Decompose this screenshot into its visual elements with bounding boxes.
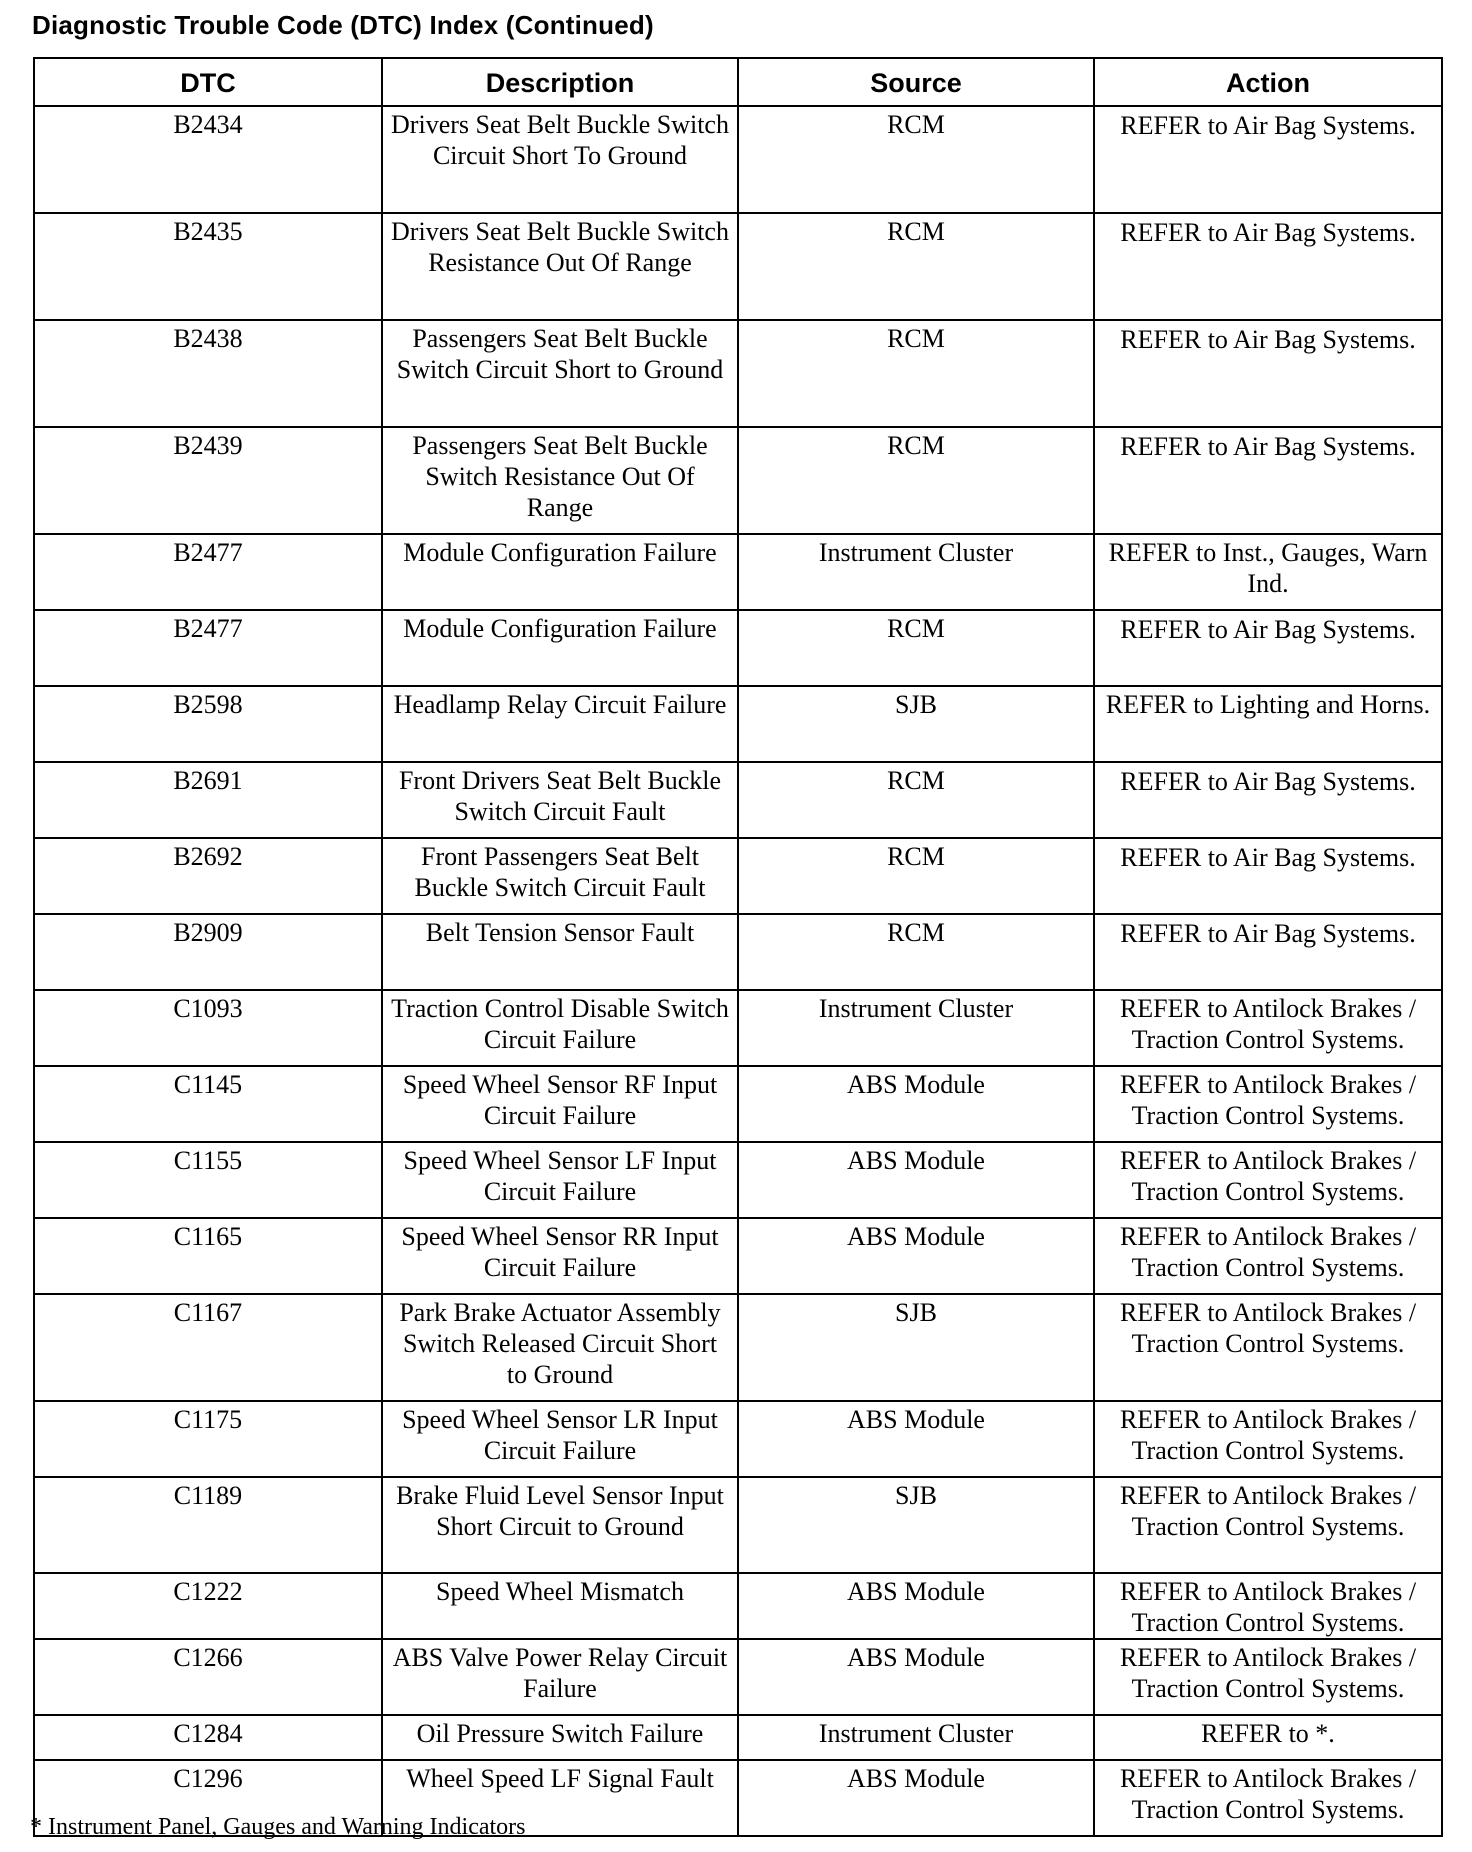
- action-cell: REFER to Antilock Brakes / Traction Control Systems.: [1094, 1066, 1442, 1142]
- table-row: [34, 1477, 1442, 1573]
- dtc-cell: C1266: [34, 1639, 382, 1715]
- description-cell: Front Passengers Seat Belt Buckle Switch Circuit Fault: [382, 838, 738, 914]
- action-cell: REFER to Air Bag Systems.: [1094, 106, 1442, 213]
- source-cell: Instrument Cluster: [738, 1715, 1094, 1760]
- table-row: [34, 838, 1442, 914]
- description-cell: Speed Wheel Sensor LF Input Circuit Failure: [382, 1142, 738, 1218]
- source-cell: Instrument Cluster: [738, 534, 1094, 610]
- action-cell: REFER to *.: [1094, 1715, 1442, 1760]
- action-cell: REFER to Antilock Brakes / Traction Control Systems.: [1094, 1639, 1442, 1715]
- action-cell: REFER to Antilock Brakes / Traction Control Systems.: [1094, 1294, 1442, 1401]
- action-cell: REFER to Antilock Brakes / Traction Control Systems.: [1094, 1401, 1442, 1477]
- action-cell: REFER to Air Bag Systems.: [1094, 320, 1442, 427]
- column-header-action: Action: [1094, 58, 1442, 106]
- table-row: [34, 427, 1442, 534]
- source-cell: ABS Module: [738, 1066, 1094, 1142]
- action-cell: REFER to Antilock Brakes / Traction Control Systems.: [1094, 1573, 1442, 1639]
- dtc-cell: C1175: [34, 1401, 382, 1477]
- description-cell: Speed Wheel Sensor RF Input Circuit Failure: [382, 1066, 738, 1142]
- description-cell: Speed Wheel Sensor RR Input Circuit Failure: [382, 1218, 738, 1294]
- source-cell: SJB: [738, 686, 1094, 762]
- page-title: Diagnostic Trouble Code (DTC) Index (Continued): [32, 10, 654, 40]
- table-row: [34, 534, 1442, 610]
- table-row: [34, 1715, 1442, 1760]
- column-header-source: Source: [738, 58, 1094, 106]
- table-row: [34, 213, 1442, 320]
- dtc-cell: C1155: [34, 1142, 382, 1218]
- table-row: [34, 762, 1442, 838]
- table-body: [34, 106, 1442, 1836]
- column-header-description: Description: [382, 58, 738, 106]
- action-cell: REFER to Antilock Brakes / Traction Control Systems.: [1094, 1218, 1442, 1294]
- source-cell: RCM: [738, 320, 1094, 427]
- source-cell: Instrument Cluster: [738, 990, 1094, 1066]
- dtc-cell: B2598: [34, 686, 382, 762]
- description-cell: Wheel Speed LF Signal Fault: [382, 1760, 738, 1836]
- description-cell: Passengers Seat Belt Buckle Switch Circuit Short to Ground: [382, 320, 738, 427]
- description-cell: Front Drivers Seat Belt Buckle Switch Circuit Fault: [382, 762, 738, 838]
- table-row: [34, 610, 1442, 686]
- dtc-cell: B2434: [34, 106, 382, 213]
- dtc-cell: C1284: [34, 1715, 382, 1760]
- description-cell: Brake Fluid Level Sensor Input Short Circuit to Ground: [382, 1477, 738, 1573]
- dtc-cell: B2909: [34, 914, 382, 990]
- description-cell: Oil Pressure Switch Failure: [382, 1715, 738, 1760]
- source-cell: ABS Module: [738, 1401, 1094, 1477]
- table-row: [34, 1218, 1442, 1294]
- dtc-cell: C1165: [34, 1218, 382, 1294]
- dtc-cell: B2438: [34, 320, 382, 427]
- table-header-row: [34, 58, 1442, 106]
- dtc-cell: C1189: [34, 1477, 382, 1573]
- action-cell: REFER to Air Bag Systems.: [1094, 762, 1442, 838]
- action-cell: REFER to Antilock Brakes / Traction Control Systems.: [1094, 1760, 1442, 1836]
- source-cell: RCM: [738, 762, 1094, 838]
- action-cell: REFER to Antilock Brakes / Traction Control Systems.: [1094, 990, 1442, 1066]
- source-cell: ABS Module: [738, 1142, 1094, 1218]
- dtc-index-table: [33, 57, 1443, 1837]
- column-header-dtc: DTC: [34, 58, 382, 106]
- action-cell: REFER to Air Bag Systems.: [1094, 427, 1442, 534]
- dtc-cell: B2439: [34, 427, 382, 534]
- action-cell: REFER to Lighting and Horns.: [1094, 686, 1442, 762]
- table-row: [34, 320, 1442, 427]
- source-cell: RCM: [738, 914, 1094, 990]
- action-cell: REFER to Antilock Brakes / Traction Control Systems.: [1094, 1477, 1442, 1573]
- dtc-cell: B2435: [34, 213, 382, 320]
- description-cell: Drivers Seat Belt Buckle Switch Circuit Short To Ground: [382, 106, 738, 213]
- source-cell: ABS Module: [738, 1573, 1094, 1639]
- action-cell: REFER to Inst., Gauges, Warn Ind.: [1094, 534, 1442, 610]
- table-row: [34, 1142, 1442, 1218]
- description-cell: Speed Wheel Sensor LR Input Circuit Failure: [382, 1401, 738, 1477]
- dtc-cell: B2477: [34, 534, 382, 610]
- source-cell: RCM: [738, 838, 1094, 914]
- dtc-cell: C1222: [34, 1573, 382, 1639]
- description-cell: Park Brake Actuator Assembly Switch Released Circuit Short to Ground: [382, 1294, 738, 1401]
- source-cell: RCM: [738, 213, 1094, 320]
- source-cell: RCM: [738, 610, 1094, 686]
- source-cell: SJB: [738, 1477, 1094, 1573]
- table-row: [34, 1639, 1442, 1715]
- dtc-cell: C1145: [34, 1066, 382, 1142]
- description-cell: ABS Valve Power Relay Circuit Failure: [382, 1639, 738, 1715]
- description-cell: Module Configuration Failure: [382, 610, 738, 686]
- action-cell: REFER to Antilock Brakes / Traction Control Systems.: [1094, 1142, 1442, 1218]
- table-row: [34, 686, 1442, 762]
- table-row: [34, 990, 1442, 1066]
- dtc-cell: C1296: [34, 1760, 382, 1836]
- table-row: [34, 914, 1442, 990]
- dtc-cell: B2477: [34, 610, 382, 686]
- description-cell: Passengers Seat Belt Buckle Switch Resistance Out Of Range: [382, 427, 738, 534]
- table-row: [34, 1294, 1442, 1401]
- dtc-cell: B2691: [34, 762, 382, 838]
- table-row: [34, 1573, 1442, 1639]
- description-cell: Belt Tension Sensor Fault: [382, 914, 738, 990]
- source-cell: SJB: [738, 1294, 1094, 1401]
- source-cell: ABS Module: [738, 1639, 1094, 1715]
- action-cell: REFER to Air Bag Systems.: [1094, 914, 1442, 990]
- description-cell: Speed Wheel Mismatch: [382, 1573, 738, 1639]
- table-row: [34, 1401, 1442, 1477]
- source-cell: ABS Module: [738, 1760, 1094, 1836]
- description-cell: Headlamp Relay Circuit Failure: [382, 686, 738, 762]
- source-cell: RCM: [738, 106, 1094, 213]
- source-cell: RCM: [738, 427, 1094, 534]
- dtc-cell: C1167: [34, 1294, 382, 1401]
- action-cell: REFER to Air Bag Systems.: [1094, 213, 1442, 320]
- description-cell: Traction Control Disable Switch Circuit Failure: [382, 990, 738, 1066]
- dtc-cell: C1093: [34, 990, 382, 1066]
- dtc-cell: B2692: [34, 838, 382, 914]
- source-cell: ABS Module: [738, 1218, 1094, 1294]
- action-cell: REFER to Air Bag Systems.: [1094, 838, 1442, 914]
- description-cell: Module Configuration Failure: [382, 534, 738, 610]
- table-row: [34, 106, 1442, 213]
- action-cell: REFER to Air Bag Systems.: [1094, 610, 1442, 686]
- table-row: [34, 1066, 1442, 1142]
- description-cell: Drivers Seat Belt Buckle Switch Resistance Out Of Range: [382, 213, 738, 320]
- footnote: * Instrument Panel, Gauges and Warning Indicators: [30, 1814, 526, 1840]
